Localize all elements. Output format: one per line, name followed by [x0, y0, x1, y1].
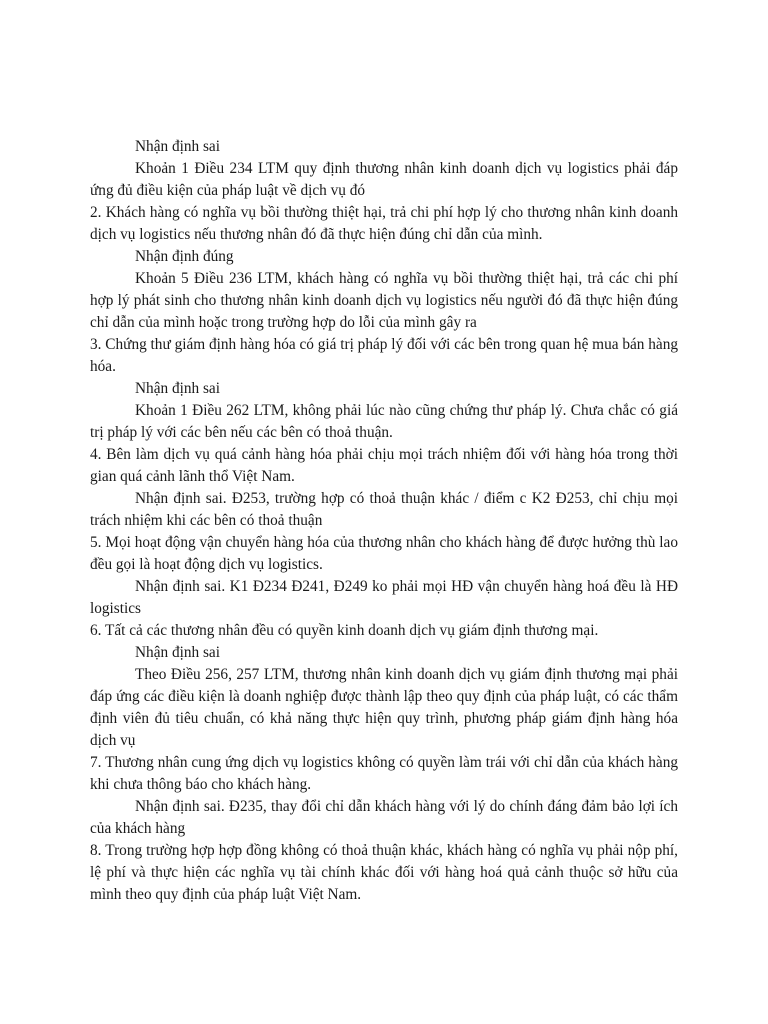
question-paragraph: 6. Tất cả các thương nhân đều có quyền kinh doanh dịch vụ giám định thương mại. [90, 622, 599, 639]
document-page [90, 136, 678, 906]
question-paragraph: 7. Thương nhân cung ứng dịch vụ logistics không có quyền làm trái với chỉ dẫn của khách hàng khi chưa thông báo cho khách hàng. [90, 754, 678, 793]
explanation-paragraph: Theo Điều 256, 257 LTM, thương nhân kinh doanh dịch vụ giám định thương mại phải đáp ứng các điều kiện là doanh nghiệp được thành lập theo quy định của pháp luật, có các thẩm định viên đủ tiêu chuẩn, có khả năng thực hiện quy trình, phương pháp giám định hàng hóa dịch vụ [90, 666, 678, 749]
verdict-paragraph: Nhận định sai [135, 644, 220, 661]
verdict-paragraph: Nhận định sai. K1 Đ234 Đ241, Đ249 ko phải mọi HĐ vận chuyển hàng hoá đều là HĐ logistics [90, 578, 678, 617]
question-paragraph: 8. Trong trường hợp hợp đồng không có thoả thuận khác, khách hàng có nghĩa vụ phải nộp phí, lệ phí và thực hiện các nghĩa vụ tài chính khác đối với hàng hoá quả cảnh thuộc sở hữu của mình theo quy định của pháp luật Việt Nam. [90, 842, 678, 903]
question-paragraph: 5. Mọi hoạt động vận chuyển hàng hóa của thương nhân cho khách hàng để được hưởng thù lao đều gọi là hoạt động dịch vụ logistics. [90, 534, 678, 573]
explanation-paragraph: Khoản 1 Điều 234 LTM quy định thương nhân kinh doanh dịch vụ logistics phải đáp ứng đủ điều kiện của pháp luật về dịch vụ đó [90, 160, 678, 199]
explanation-paragraph: Khoản 1 Điều 262 LTM, không phải lúc nào cũng chứng thư pháp lý. Chưa chắc có giá trị pháp lý với các bên nếu các bên có thoả thuận. [90, 402, 678, 441]
verdict-paragraph: Nhận định sai. Đ253, trường hợp có thoả thuận khác / điểm c K2 Đ253, chỉ chịu mọi trách nhiệm khi các bên có thoả thuận [90, 490, 678, 529]
verdict-paragraph: Nhận định sai [135, 138, 220, 155]
verdict-paragraph: Nhận định sai [135, 380, 220, 397]
verdict-paragraph: Nhận định sai. Đ235, thay đổi chỉ dẫn khách hàng với lý do chính đáng đảm bảo lợi ích của khách hàng [90, 798, 678, 837]
question-paragraph: 2. Khách hàng có nghĩa vụ bồi thường thiệt hại, trả chi phí hợp lý cho thương nhân kinh doanh dịch vụ logistics nếu thương nhân đó đã thực hiện đúng chỉ dẫn của mình. [90, 204, 678, 243]
question-paragraph: 3. Chứng thư giám định hàng hóa có giá trị pháp lý đối với các bên trong quan hệ mua bán hàng hóa. [90, 336, 678, 375]
verdict-paragraph: Nhận định đúng [135, 248, 234, 265]
question-paragraph: 4. Bên làm dịch vụ quá cảnh hàng hóa phải chịu mọi trách nhiệm đối với hàng hóa trong thời gian quá cảnh lãnh thổ Việt Nam. [90, 446, 678, 485]
explanation-paragraph: Khoản 5 Điều 236 LTM, khách hàng có nghĩa vụ bồi thường thiệt hại, trả các chi phí hợp lý phát sinh cho thương nhân kinh doanh dịch vụ logistics nếu người đó đã thực hiện đúng chỉ dẫn của mình hoặc trong trường hợp do lỗi của mình gây ra [90, 270, 678, 331]
